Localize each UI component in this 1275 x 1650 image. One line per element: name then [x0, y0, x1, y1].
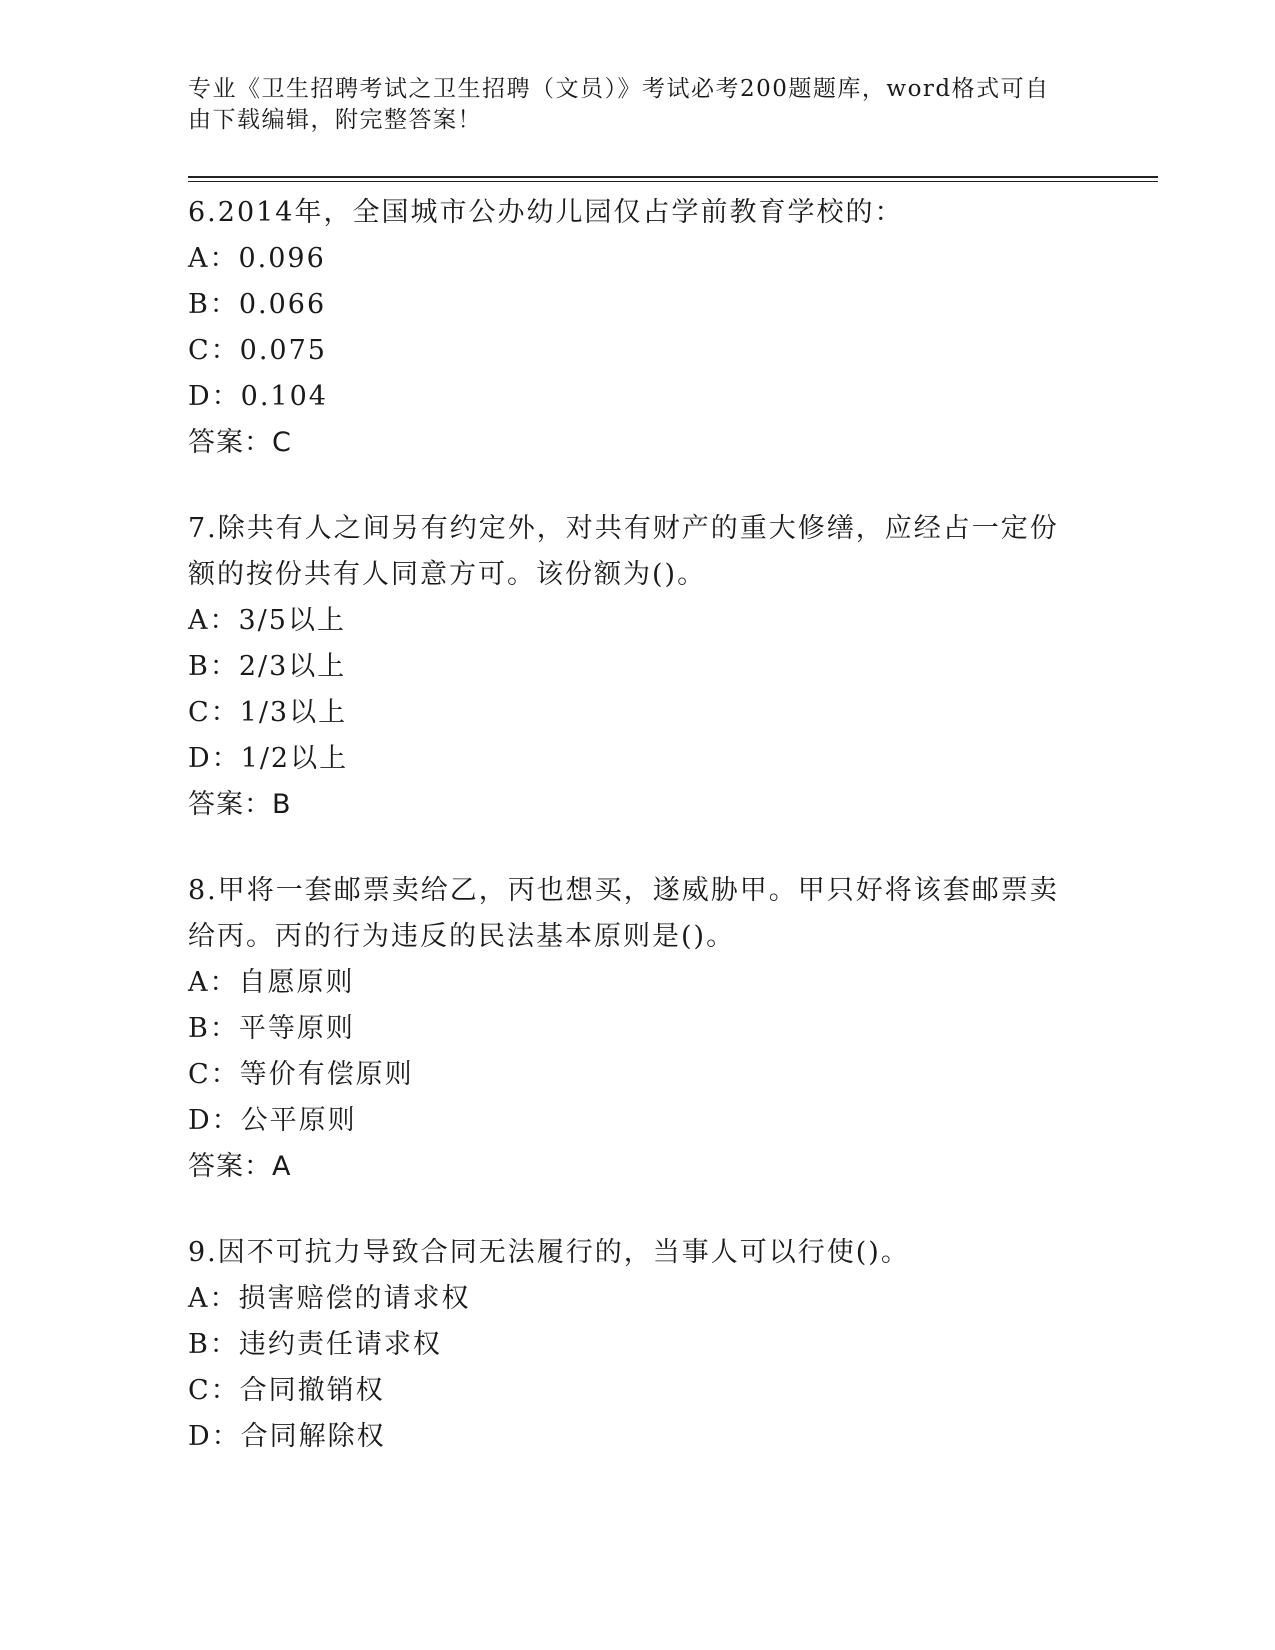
header-divider-thick	[188, 176, 1158, 178]
answer-line: 答案：C	[188, 427, 292, 458]
question-stem: 8.甲将一套邮票卖给乙，丙也想买，遂威胁甲。甲只好将该套邮票卖给丙。丙的行为违反的民法基本原则是()。	[188, 875, 1059, 952]
option-d: D：公平原则	[188, 1105, 357, 1136]
question-stem: 7.除共有人之间另有约定外，对共有财产的重大修缮，应经占一定份额的按份共有人同意方可。该份额为()。	[188, 513, 1059, 590]
header-divider-thin	[188, 181, 1158, 182]
option-b: B：0.066	[188, 289, 327, 320]
answer-line: 答案：B	[188, 789, 292, 820]
question-6	[188, 190, 1068, 466]
question-list	[188, 190, 1068, 1500]
option-b: B：违约责任请求权	[188, 1329, 442, 1360]
answer-line: 答案：A	[188, 1151, 292, 1182]
question-8	[188, 868, 1068, 1190]
option-b: B：2/3以上	[188, 651, 347, 682]
option-a: A：0.096	[188, 243, 326, 274]
document-header: 专业《卫生招聘考试之卫生招聘（文员）》考试必考200题题库，word格式可自由下载编辑，附完整答案！	[188, 76, 1050, 133]
option-a: A：损害赔偿的请求权	[188, 1283, 471, 1314]
question-stem: 9.因不可抗力导致合同无法履行的，当事人可以行使()。	[188, 1237, 910, 1268]
option-c: C：0.075	[188, 335, 327, 366]
option-a: A：3/5以上	[188, 605, 346, 636]
option-c: C：1/3以上	[188, 697, 348, 728]
question-9	[188, 1230, 1068, 1460]
question-7	[188, 506, 1068, 828]
question-stem: 6.2014年，全国城市公办幼儿园仅占学前教育学校的：	[188, 197, 904, 228]
option-c: C：合同撤销权	[188, 1375, 385, 1406]
option-d: D：合同解除权	[188, 1421, 386, 1452]
option-b: B：平等原则	[188, 1013, 355, 1044]
option-d: D：0.104	[188, 381, 328, 412]
option-d: D：1/2以上	[188, 743, 349, 774]
option-a: A：自愿原则	[188, 967, 355, 998]
option-c: C：等价有偿原则	[188, 1059, 414, 1090]
